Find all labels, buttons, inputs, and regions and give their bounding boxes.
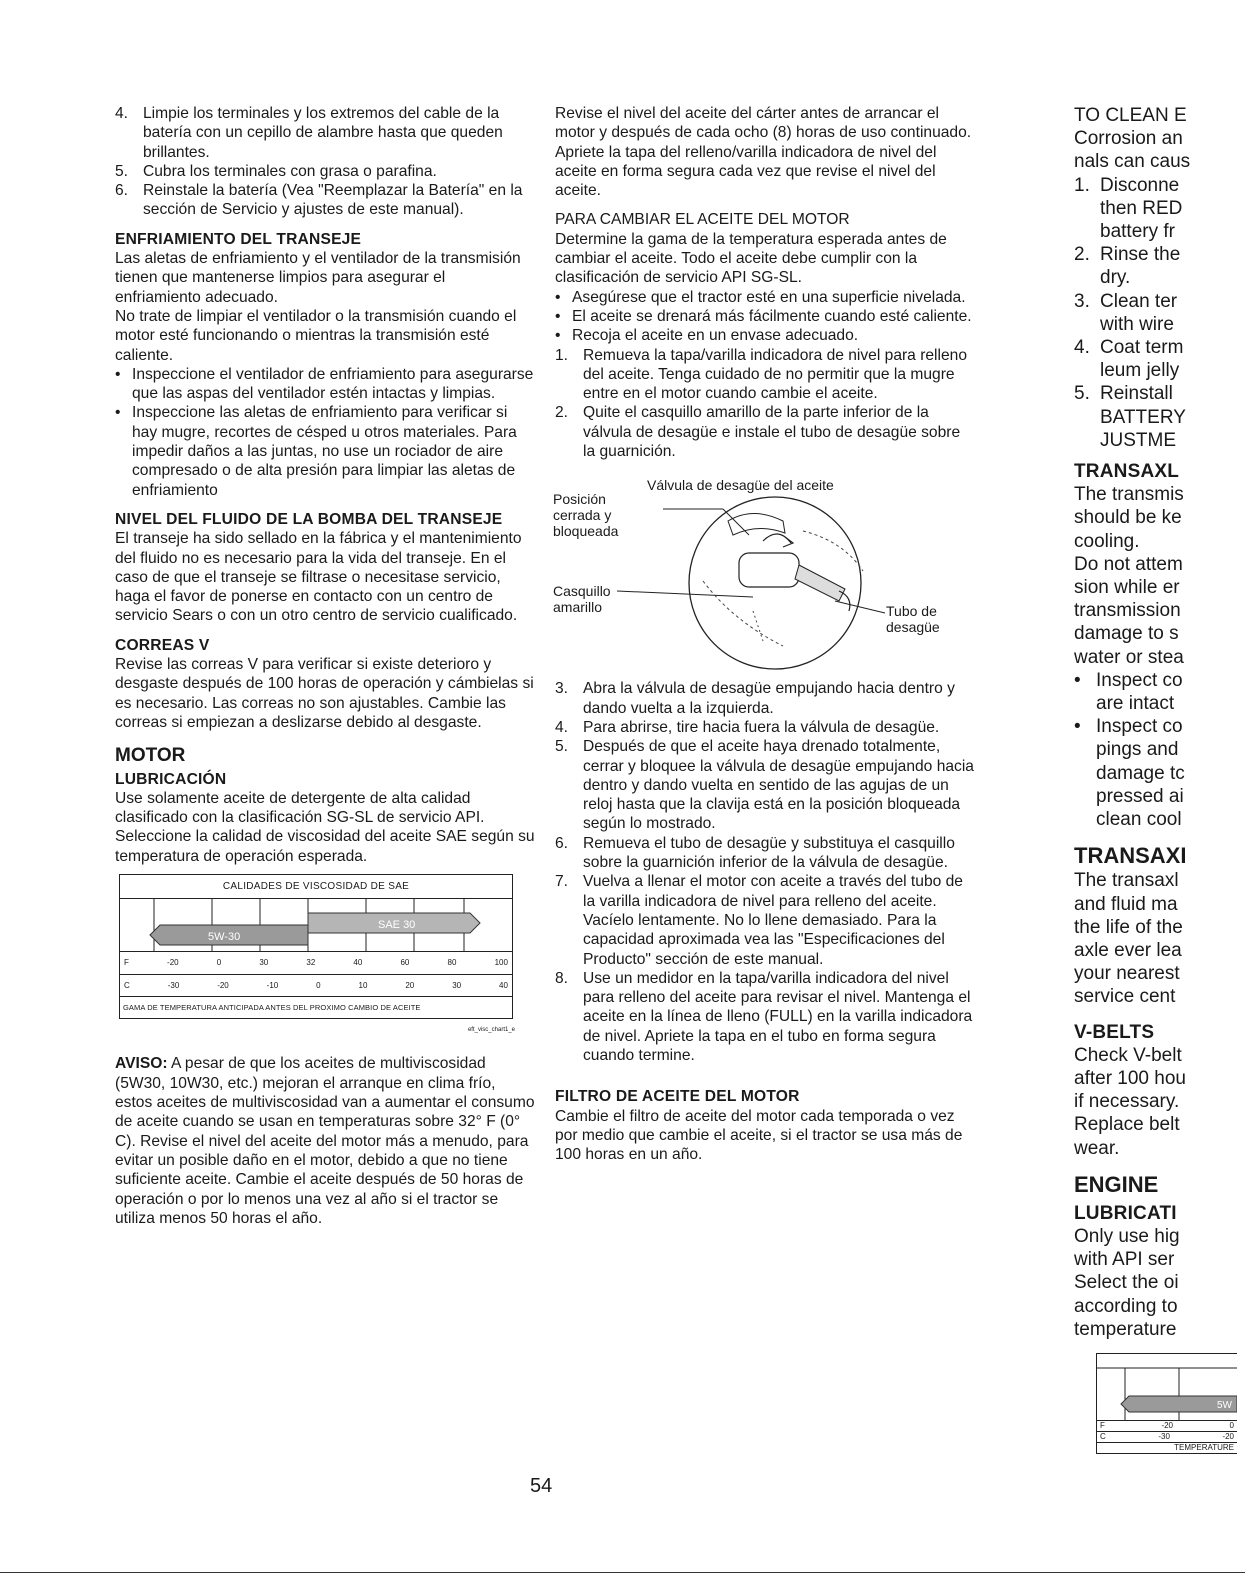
tick-label: 20	[405, 980, 415, 990]
list-item	[115, 365, 535, 404]
line: temperature	[1074, 1318, 1177, 1340]
list-item	[1074, 243, 1245, 289]
figure-label-valve: Válvula de desagüe del aceite	[647, 477, 834, 494]
oil-steps-b	[555, 679, 975, 1065]
tick-label: 32	[306, 958, 316, 968]
line: damage tc	[1096, 762, 1185, 784]
line: Do not attem	[1074, 553, 1183, 575]
bullet-icon: •	[555, 307, 561, 325]
en-cooling-bullets	[1074, 669, 1245, 831]
viscosity-bars	[120, 899, 512, 951]
line: sion while er	[1074, 577, 1180, 599]
tick-label: F	[1100, 1420, 1105, 1430]
line: should be ke	[1074, 507, 1182, 529]
line: then RED	[1100, 197, 1183, 219]
en-viscosity-chart	[1096, 1353, 1237, 1454]
line: TO CLEAN E	[1074, 105, 1187, 126]
list-text: El aceite se drenará más fácilmente cuando esté caliente.	[572, 307, 972, 325]
list-item	[555, 872, 975, 968]
line: and fluid ma	[1074, 893, 1178, 915]
tick-label: C	[124, 980, 130, 990]
section-heading-lubrication: LUBRICACIÓN	[115, 770, 227, 788]
list-text: Limpie los terminales y los extremos del cable de la batería con un cepillo de alambre hasta que queden brillantes.	[143, 105, 503, 161]
bottom-rule	[0, 1572, 1245, 1573]
line: Reinstall	[1100, 383, 1173, 405]
tick-label: 80	[447, 958, 457, 968]
line: clean cool	[1096, 809, 1182, 831]
tick-label: 0	[1229, 1420, 1234, 1430]
line: Coat term	[1100, 337, 1184, 359]
line: cooling.	[1074, 530, 1140, 552]
tick-label: -20	[167, 958, 179, 968]
list-marker: 4.	[115, 105, 129, 122]
tick-label: -30	[167, 980, 180, 990]
section-heading-belts: CORREAS V	[115, 636, 210, 654]
list-item	[115, 403, 535, 499]
list-item	[115, 162, 535, 181]
list-item	[555, 326, 975, 345]
section-heading-motor: MOTOR	[115, 745, 186, 767]
list-text: Remueva la tapa/varilla indicadora de nivel para relleno del aceite. Tenga cuidado de no permitir que la mugre entre en el motor cuando cambie el aceite.	[583, 346, 968, 403]
list-text: Para abrirse, tire hacia fuera la válvula de desagüe.	[583, 718, 940, 736]
line: BATTERY	[1100, 406, 1186, 428]
paragraph-cooling: Las aletas de enfriamiento y el ventilador de la transmisión tienen que mantenerse limpios para asegurar el enfriamiento adecuado.	[115, 250, 521, 306]
line: after 100 hou	[1074, 1067, 1186, 1089]
list-text: Remueva el tubo de desagüe y substituya el casquillo sobre la guarnición inferior de la válvula de desagüe.	[583, 834, 955, 872]
en-heading-vbelts: V-BELTS	[1074, 1021, 1155, 1043]
column-1	[115, 104, 535, 1228]
list-marker: 2.	[1074, 244, 1090, 266]
list-text: Abra la válvula de desagüe empujando hacia dentro y dando vuelta a la izquierda.	[583, 680, 955, 717]
bullet-icon: •	[115, 404, 121, 422]
tick-label: 100	[494, 958, 508, 968]
tick-label: F	[124, 958, 129, 968]
bullet-icon: •	[1074, 716, 1081, 738]
en-bar-label: 5W	[1217, 1399, 1232, 1411]
paragraph-belts: Revise las correas V para verificar si existe deterioro y desgaste después de 100 horas de operación y cámbielas si es necesario. Las correas no son ajustables. Cambie las correas si empiezan a deslizarse debido al desgaste.	[115, 656, 534, 731]
tick-label: 30	[452, 980, 462, 990]
list-item	[555, 288, 975, 307]
notice-label: AVISO:	[115, 1055, 168, 1073]
list-item	[1074, 382, 1245, 452]
line: water or stea	[1074, 646, 1184, 668]
tick-label: 0	[216, 958, 222, 968]
line: with wire	[1100, 313, 1174, 335]
list-text: Asegúrese que el tractor esté en una superficie nivelada.	[572, 288, 966, 306]
tick-label: C	[1100, 1431, 1106, 1441]
line: Disconne	[1100, 174, 1180, 196]
line: Only use hig	[1074, 1225, 1180, 1247]
paragraph-oil-filter: Cambie el filtro de aceite del motor cada temporada o vez por medio que cambie el aceite, si el tractor se usa más de 100 horas en un año.	[555, 1107, 963, 1164]
list-item	[1074, 174, 1245, 244]
list-item	[1074, 715, 1245, 831]
tick-label: 30	[259, 958, 269, 968]
line: JUSTME	[1100, 429, 1176, 451]
figure-code: eft_visc_chart1_e	[467, 1027, 515, 1034]
en-heading-transaxle: TRANSAXL	[1074, 461, 1180, 483]
line: Inspect co	[1096, 716, 1183, 738]
line: battery fr	[1100, 221, 1175, 243]
figure-label-tube: Tubo de desagüe	[886, 603, 940, 636]
line: dry.	[1100, 267, 1131, 289]
section-heading-oil-filter: FILTRO DE ACEITE DEL MOTOR	[555, 1088, 800, 1106]
line: The transaxl	[1074, 870, 1179, 892]
page-number: 54	[530, 1475, 553, 1497]
bullet-icon: •	[555, 288, 561, 306]
list-item	[555, 737, 975, 833]
list-marker: 5.	[555, 738, 569, 756]
list-marker: 4.	[555, 718, 569, 736]
tick-label: 40	[499, 980, 508, 990]
cooling-bullets	[115, 365, 535, 500]
line: if necessary.	[1074, 1091, 1180, 1113]
list-item	[555, 834, 975, 873]
list-marker: 3.	[1074, 290, 1090, 312]
tick-label: -30	[1158, 1431, 1170, 1441]
paragraph-check-oil: Revise el nivel del aceite del cárter antes de arrancar el motor y después de cada ocho (8) horas de uso continuado. Apriete la tapa del relleno/varilla indicadora de nivel del aceite en forma segura cada vez que revise el nivel del aceite.	[555, 105, 972, 200]
section-heading-cooling: ENFRIAMIENTO DEL TRANSEJE	[115, 230, 362, 248]
list-item	[555, 346, 975, 404]
tick-label: -10	[266, 980, 279, 990]
list-item	[115, 104, 535, 162]
list-marker: 6.	[555, 834, 569, 852]
line: wear.	[1074, 1137, 1120, 1159]
change-oil-bullets	[555, 288, 975, 346]
figure-label-cap: Casquillo amarillo	[553, 583, 611, 616]
line: your nearest	[1074, 963, 1180, 985]
battery-steps-list	[115, 104, 535, 220]
line: axle ever lea	[1074, 939, 1182, 961]
line: Replace belt	[1074, 1114, 1180, 1136]
section-heading-change-oil: PARA CAMBIAR EL ACEITE DEL MOTOR	[555, 211, 850, 229]
line: Check V-belt	[1074, 1044, 1182, 1066]
list-item	[555, 679, 975, 718]
tick-label: -20	[1161, 1420, 1173, 1430]
bullet-icon: •	[1074, 669, 1081, 691]
list-item	[555, 307, 975, 326]
paragraph-lubrication: Use solamente aceite de detergente de alta calidad clasificado con la clasificación SG-SL de servicio API. Seleccione la calidad de viscosidad del aceite SAE según su temperatura de operación esperada.	[115, 789, 535, 865]
figure-label-locked: Posición cerrada y bloqueada	[553, 491, 619, 540]
list-marker: 8.	[555, 969, 569, 987]
notice-text: A pesar de que los aceites de multiviscosidad (5W30, 10W30, etc.) mejoran el arranque en clima frío, estos aceites de multiviscosidad van a aumentar el consumo de aceite cuando se usan en temperaturas sobre 32° F (0° C). Revise el nivel del aceite del motor más a menudo, para evitar un posible daño en el motor, debido a que no tiene suficiente aceite. Cambie el aceite después de 50 horas de operación o por lo menos una vez al año si el tractor se utiliza menos 50 horas el año.	[115, 1055, 535, 1227]
list-marker: 4.	[1074, 337, 1090, 359]
line: service cent	[1074, 986, 1176, 1008]
list-marker: 2.	[555, 404, 569, 422]
list-item	[1074, 290, 1245, 336]
line: the life of the	[1074, 916, 1183, 938]
tick-label: -20	[1222, 1431, 1234, 1441]
list-item	[555, 403, 975, 461]
column-2	[555, 104, 975, 1164]
line: are intact	[1096, 693, 1175, 715]
line: Clean ter	[1100, 290, 1178, 312]
tick-label: 60	[400, 958, 410, 968]
line: leum jelly	[1100, 360, 1180, 382]
paragraph-fluid: El transeje ha sido sellado en la fábrica y el mantenimiento del fluido no es necesario para la vida del transeje. En el caso de que el transeje se filtrase o necesitase servicio, haga el favor de ponerse en contacto con un centro de servicio Sears o con un otro centro de servicio cualificado.	[115, 530, 522, 625]
en-viscosity-bars	[1097, 1354, 1237, 1420]
list-text: Reinstale la batería (Vea "Reemplazar la Batería" en la sección de Servicio y ajustes de este manual).	[143, 182, 523, 219]
en-battery-list	[1074, 174, 1245, 452]
list-marker: 5.	[115, 162, 129, 180]
line: Corrosion an	[1074, 128, 1183, 150]
tick-label: 10	[358, 980, 368, 990]
bullet-icon: •	[115, 365, 121, 383]
list-marker: 7.	[555, 873, 569, 891]
line: Inspect co	[1096, 669, 1183, 691]
en-heading-lubrication: LUBRICATI	[1074, 1202, 1177, 1224]
line: transmission	[1074, 600, 1181, 622]
bar-sae30-label: SAE 30	[378, 919, 416, 932]
list-item	[555, 718, 975, 737]
line: Rinse the	[1100, 244, 1181, 266]
list-text: Inspeccione las aletas de enfriamiento para verificar si hay mugre, recortes de césped u otros materiales. Para impedir daños a las juntas, no use un rociador de aire compresado o de alta presión para limpiar las aletas de enfriamiento	[132, 404, 517, 499]
viscosity-chart	[119, 874, 513, 1019]
drain-valve-illustration	[553, 471, 973, 671]
list-marker: 3.	[555, 680, 569, 698]
tick-label: -20	[217, 980, 229, 990]
paragraph-cooling-warning: No trate de limpiar el ventilador o la transmisión cuando el motor esté funcionando o mientras la transmisión esté caliente.	[115, 307, 517, 364]
oil-steps-a	[555, 346, 975, 462]
list-text: Inspeccione el ventilador de enfriamiento para asegurarse que las aspas del ventilador estén intactas y limpias.	[132, 365, 534, 403]
drain-valve-figure	[553, 471, 975, 671]
paragraph-change-oil: Determine la gama de la temperatura esperada antes de cambiar el aceite. Todo el aceite debe cumplir con la clasificación de servicio API SG-SL.	[555, 230, 947, 287]
en-celsius-row	[1097, 1431, 1237, 1442]
section-heading-fluid: NIVEL DEL FLUIDO DE LA BOMBA DEL TRANSEJE	[115, 510, 503, 528]
paragraph-notice	[115, 1054, 535, 1228]
list-text: Después de que el aceite haya drenado totalmente, cerrar y bloquee la válvula de desagüe empujando hacia dentro y dando vuelta en sentido de las agujas de un reloj hasta que la clavija está en la posición bloqueada según lo mostrado.	[583, 738, 974, 833]
line: according to	[1074, 1295, 1178, 1317]
bar-5w30-label: 5W-30	[208, 931, 241, 944]
list-item	[1074, 336, 1245, 382]
list-item	[115, 181, 535, 220]
list-marker: 5.	[1074, 383, 1090, 405]
list-item	[1074, 669, 1245, 715]
list-marker: 1.	[1074, 174, 1090, 196]
list-marker: 6.	[115, 182, 129, 200]
list-item	[555, 969, 975, 1065]
en-heading-engine: ENGINE	[1074, 1171, 1159, 1197]
tick-label: 0	[316, 980, 321, 990]
line: nals can caus	[1074, 151, 1191, 173]
line: with API ser	[1074, 1249, 1175, 1271]
bullet-icon: •	[555, 327, 561, 345]
line: pings and	[1096, 739, 1179, 761]
line: pressed ai	[1096, 785, 1184, 807]
viscosity-chart-footer: GAMA DE TEMPERATURA ANTICIPADA ANTES DEL PROXIMO CAMBIO DE ACEITE	[120, 996, 512, 1018]
column-3	[1074, 104, 1245, 1454]
fahrenheit-row	[120, 951, 512, 973]
en-fahrenheit-row	[1097, 1420, 1237, 1431]
line: Select the oi	[1074, 1272, 1179, 1294]
en-heading-transaxle-fluid: TRANSAXI	[1074, 843, 1187, 869]
viscosity-chart-title: CALIDADES DE VISCOSIDAD DE SAE	[120, 875, 512, 899]
list-marker: 1.	[555, 346, 569, 364]
line: damage to s	[1074, 623, 1179, 645]
en-chart-footer: TEMPERATURE	[1097, 1442, 1237, 1453]
tick-label: 40	[353, 958, 363, 968]
list-text: Cubra los terminales con grasa o parafina.	[143, 162, 437, 180]
list-text: Quite el casquillo amarillo de la parte inferior de la válvula de desagüe e instale el tubo de desagüe sobre la guarnición.	[583, 404, 961, 461]
line: The transmis	[1074, 484, 1184, 506]
list-text: Vuelva a llenar el motor con aceite a través del tubo de la varilla indicadora de nivel para relleno del aceite. Vacíelo lentamente. No lo llene demasiado. Para la capacidad aproximada vea las "Especificaciones del Producto" sección de este manual.	[583, 873, 963, 968]
list-text: Use un medidor en la tapa/varilla indicadora del nivel para relleno del aceite para revisar el nivel. Mantenga el aceite en la línea de lleno (FULL) en la varilla indicadora de nivel. Apriete la tapa en el tubo en forma segura cuando termine.	[583, 969, 973, 1064]
list-text: Recoja el aceite en un envase adecuado.	[572, 327, 859, 345]
celsius-row	[120, 974, 512, 996]
